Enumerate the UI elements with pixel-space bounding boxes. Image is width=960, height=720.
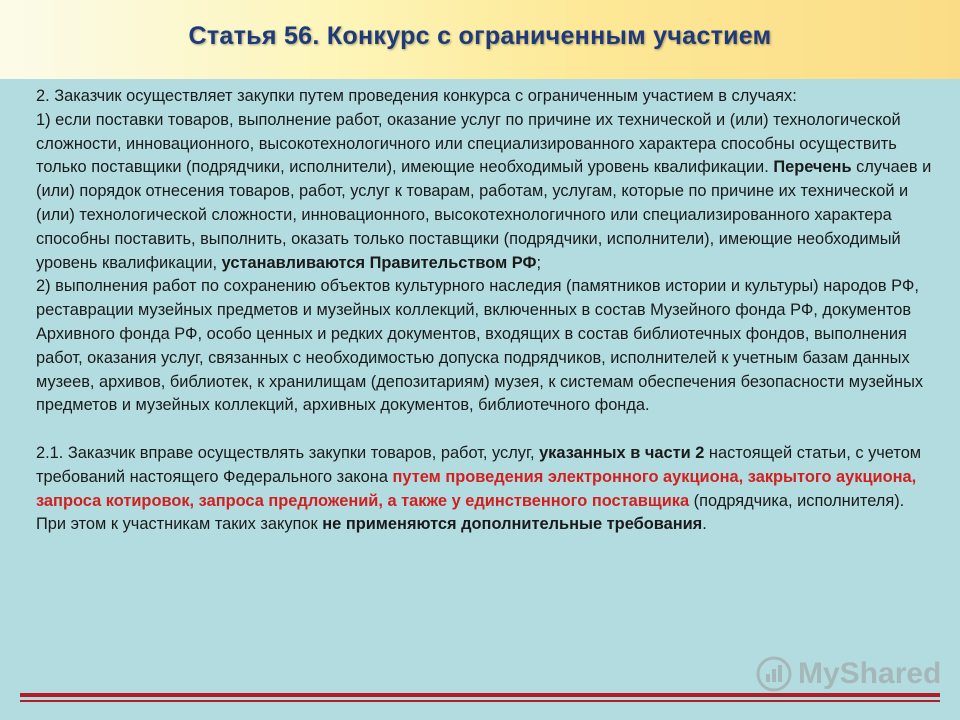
item1-bold-list: Перечень [773,158,852,177]
title-banner [0,0,960,79]
p21-bold-part2: указанных в части 2 [539,443,705,462]
paragraph-item-1 [36,109,936,276]
slide-title: Статья 56. Конкурс с ограниченным участием [188,22,772,50]
p21-text-a: 2.1. Заказчик вправе осуществлять закупки товаров, работ, услуг, [36,443,540,462]
myshared-logo-icon [756,656,792,692]
item1-bold-government: устанавливаются Правительством РФ [221,253,537,272]
paragraph-item-2: 2) выполнения работ по сохранению объектов культурного наследия (памятников истории и культуры) народов РФ, реставрации музейных предметов и музейных коллекций, включенных в состав Музейного фонда РФ, документов Архивного фонда РФ, особо ценных и редких документов, входящих в состав библиотечных фондов, выполнения работ, оказания услуг, связанных с необходимостью допуска подрядчиков, исполнителей к учетным базам данных музеев, архивов, библиотек, к хранилищам (депозитариям) музея, к системам обеспечения безопасности музейных предметов и музейных коллекций, архивных документов, библиотечного фонда. [36,277,924,415]
p21-text-b: настоящей статьи, с учетом требований настоящего Федерального закона [36,443,922,486]
watermark [756,652,941,696]
p21-red-methods: путем проведения электронного аукциона, закрытого аукциона, запроса котировок, запроса предложений, а также у единственного поставщика [36,467,917,510]
paragraph-2-1 [36,442,936,537]
paragraph-intro: 2. Заказчик осуществляет закупки путем проведения конкурса с ограниченным участием в случаях: [36,87,797,105]
p21-text-c: (подрядчика, исполнителя). При этом к участникам таких закупок [36,491,905,534]
slide-body [36,85,936,537]
item1-end: ; [536,253,542,272]
footer-divider-thick [20,693,940,697]
p21-bold-requirements: не применяются дополнительные требования [322,515,703,534]
item1-text-a: 1) если поставки товаров, выполнение работ, оказание услуг по причине их технической и (или) технологической сложности, инновационного, высокотехнологичного или специализированного характера способны осуществить только поставщики (подрядчики, исполнители), имеющие необходимый уровень квалификации. [36,110,901,177]
paragraph-gap [36,418,936,442]
footer-divider-thin [20,700,940,702]
item1-text-b: случаев и (или) порядок отнесения товаров, работ, услуг к товарам, работам, услугам, которые по причине их технической и (или) технологической сложности, инновационного, высокотехнологичного или специализированного характера способны поставить, выполнить, оказать только поставщики (подрядчики, исполнители), имеющие необходимый уровень квалификации, [36,158,932,272]
watermark-text: MyShared [798,657,942,690]
p21-end: . [702,515,707,534]
